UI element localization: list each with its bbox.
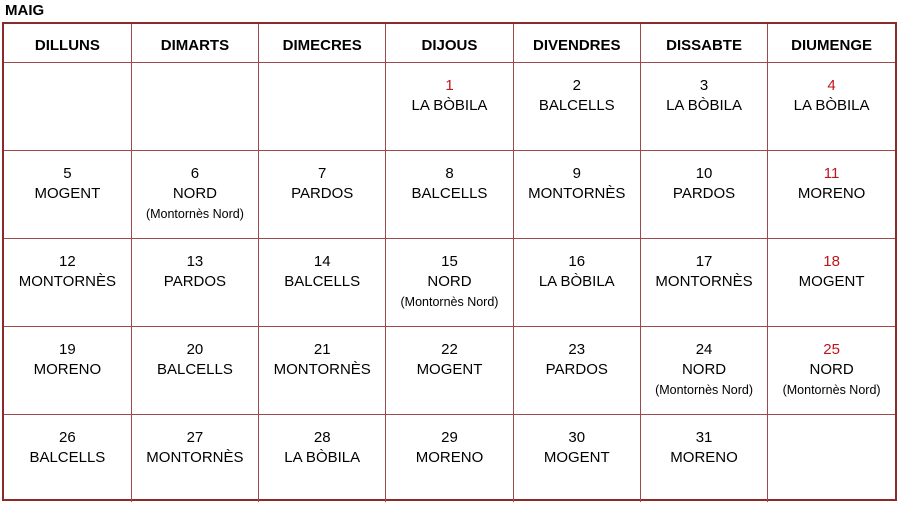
- duty-pharmacy: MORENO: [415, 448, 484, 466]
- duty-pharmacy: MONTORNÈS: [146, 448, 244, 466]
- day-cell: [259, 326, 386, 414]
- day-number: 7: [318, 164, 327, 182]
- day-cell: [513, 62, 640, 150]
- day-cell: [4, 326, 131, 414]
- duty-pharmacy: MORENO: [33, 360, 102, 378]
- duty-pharmacy: BALCELLS: [284, 272, 361, 290]
- weekday-header: DIMARTS: [131, 24, 258, 62]
- day-cell: [259, 238, 386, 326]
- day-cell: [768, 326, 895, 414]
- day-cell: [386, 238, 513, 326]
- month-title: MAIG: [5, 2, 45, 19]
- duty-pharmacy: MONTORNÈS: [655, 272, 753, 290]
- day-number: 27: [186, 428, 204, 446]
- day-number: 20: [186, 340, 204, 358]
- weekday-header: DIVENDRES: [513, 24, 640, 62]
- day-number: 25: [823, 340, 840, 358]
- weekday-header-row: [4, 24, 895, 62]
- day-cell: [768, 238, 895, 326]
- day-number: 26: [59, 428, 76, 446]
- day-number: 18: [823, 252, 840, 270]
- duty-pharmacy: PARDOS: [163, 272, 227, 290]
- day-cell: [259, 150, 386, 238]
- day-number: 24: [695, 340, 713, 358]
- day-cell: [131, 414, 258, 502]
- day-number: 11: [823, 164, 840, 182]
- day-number: 14: [313, 252, 331, 270]
- duty-pharmacy: MORENO: [670, 448, 738, 466]
- week-row: [4, 326, 895, 414]
- duty-pharmacy: MOGENT: [416, 360, 483, 378]
- duty-pharmacy: LA BÒBILA: [793, 96, 870, 114]
- duty-pharmacy: MOGENT: [543, 448, 610, 466]
- duty-pharmacy: MONTORNÈS: [18, 272, 116, 290]
- weekday-header: DISSABTE: [640, 24, 767, 62]
- day-cell: [131, 62, 258, 150]
- duty-pharmacy: LA BÒBILA: [411, 96, 488, 114]
- calendar-table: [4, 24, 895, 502]
- day-cell: [640, 150, 767, 238]
- day-cell: [640, 62, 767, 150]
- day-number: 29: [441, 428, 458, 446]
- duty-pharmacy: MOGENT: [798, 272, 865, 290]
- weekday-header: DIJOUS: [386, 24, 513, 62]
- day-cell: [4, 238, 131, 326]
- day-number: 15: [441, 252, 458, 270]
- day-cell: [131, 150, 258, 238]
- day-number: 21: [313, 340, 331, 358]
- duty-pharmacy: NORD: [427, 272, 472, 290]
- location-note: (Montornès Nord): [782, 382, 881, 397]
- week-row: [4, 62, 895, 150]
- day-number: 31: [695, 428, 713, 446]
- week-row: [4, 238, 895, 326]
- weekday-header: DIMECRES: [259, 24, 386, 62]
- duty-pharmacy: NORD: [172, 184, 217, 202]
- day-cell: [259, 414, 386, 502]
- week-row: [4, 414, 895, 502]
- day-cell: [131, 238, 258, 326]
- day-number: 23: [568, 340, 586, 358]
- location-note: (Montornès Nord): [400, 294, 499, 309]
- day-number: 22: [441, 340, 458, 358]
- duty-pharmacy: BALCELLS: [29, 448, 106, 466]
- duty-pharmacy: NORD: [681, 360, 727, 378]
- day-number: 10: [695, 164, 713, 182]
- day-cell: [4, 414, 131, 502]
- day-cell: [4, 150, 131, 238]
- day-cell: [640, 414, 767, 502]
- duty-pharmacy: PARDOS: [672, 184, 736, 202]
- weekday-header: DILLUNS: [4, 24, 131, 62]
- day-cell: [513, 238, 640, 326]
- duty-pharmacy: LA BÒBILA: [538, 272, 615, 290]
- week-row: [4, 150, 895, 238]
- day-cell: [259, 62, 386, 150]
- day-number: 13: [186, 252, 204, 270]
- day-cell: [386, 150, 513, 238]
- day-cell: [513, 414, 640, 502]
- day-cell: [768, 414, 895, 502]
- day-cell: [4, 62, 131, 150]
- day-number: 5: [63, 164, 72, 182]
- day-number: 19: [59, 340, 76, 358]
- day-number: 6: [190, 164, 200, 182]
- day-number: 28: [313, 428, 331, 446]
- day-cell: [386, 326, 513, 414]
- duty-pharmacy: NORD: [809, 360, 854, 378]
- day-number: 9: [572, 164, 581, 182]
- day-cell: [386, 414, 513, 502]
- duty-pharmacy: MONTORNÈS: [528, 184, 626, 202]
- day-number: 2: [572, 76, 581, 94]
- day-number: 30: [568, 428, 586, 446]
- day-number: 12: [59, 252, 76, 270]
- day-cell: [768, 62, 895, 150]
- duty-pharmacy: BALCELLS: [156, 360, 233, 378]
- duty-pharmacy: BALCELLS: [411, 184, 488, 202]
- weekday-header: DIUMENGE: [768, 24, 895, 62]
- day-cell: [513, 326, 640, 414]
- day-number: 8: [445, 164, 454, 182]
- duty-pharmacy: PARDOS: [291, 184, 354, 202]
- day-number: 4: [827, 76, 836, 94]
- duty-pharmacy: PARDOS: [545, 360, 608, 378]
- duty-pharmacy: MONTORNÈS: [273, 360, 371, 378]
- day-cell: [640, 326, 767, 414]
- calendar: [2, 22, 897, 501]
- day-cell: [131, 326, 258, 414]
- duty-pharmacy: MOGENT: [34, 184, 101, 202]
- day-cell: [768, 150, 895, 238]
- day-number: 16: [568, 252, 586, 270]
- day-cell: [386, 62, 513, 150]
- day-number: 17: [695, 252, 713, 270]
- day-cell: [513, 150, 640, 238]
- day-cell: [640, 238, 767, 326]
- location-note: (Montornès Nord): [655, 382, 754, 397]
- duty-pharmacy: BALCELLS: [538, 96, 615, 114]
- day-number: 3: [699, 76, 709, 94]
- duty-pharmacy: LA BÒBILA: [284, 448, 361, 466]
- location-note: (Montornès Nord): [145, 206, 244, 221]
- duty-pharmacy: MORENO: [797, 184, 866, 202]
- duty-pharmacy: LA BÒBILA: [666, 96, 742, 114]
- day-number: 1: [445, 76, 454, 94]
